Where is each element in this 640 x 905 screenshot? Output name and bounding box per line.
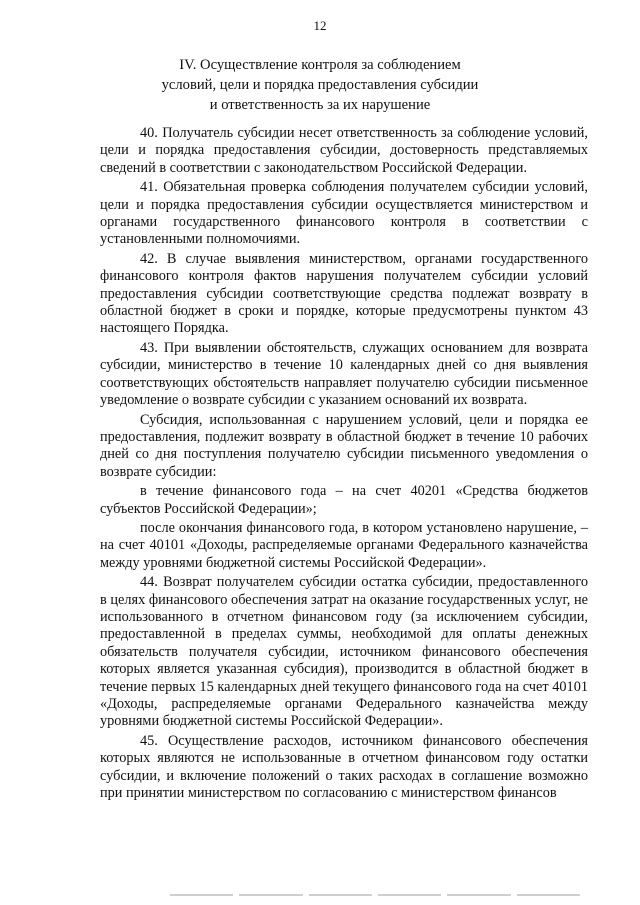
paragraph-42: 42. В случае выявления министерством, органами государственного финансового контроля фактов нарушения получателем субсидии условий предоставления субсидии соответствующие средства подлежат возврату в областной бюджет в сроки и порядке, которые предусмотрены пунктом 43 настоящего Порядка. <box>100 250 588 337</box>
paragraph-43-account-40101: после окончания финансового года, в котором установлено нарушение, – на счет 40101 «Доходы, распределяемые органами Федерального казначейства между уровнями бюджетной системы Российской Федерации». <box>100 519 588 571</box>
page-number: 12 <box>313 18 327 33</box>
paragraph-43-account-40201: в течение финансового года – на счет 40201 «Средства бюджетов субъектов Российской Федерации»; <box>100 483 588 517</box>
heading-line-2: условий, цели и порядка предоставления субсидии <box>161 77 479 93</box>
scan-artifact-strip <box>170 894 580 898</box>
heading-line-1: IV. Осуществление контроля за соблюдением <box>179 57 461 73</box>
heading-line-3: и ответственность за их нарушение <box>209 97 431 113</box>
paragraph-41: 41. Обязательная проверка соблюдения получателем субсидии условий, цели и порядка предоставления субсидии осуществляется министерством и органами государственного финансового контроля в соответствии с установленными полномочиями. <box>100 179 588 248</box>
paragraph-40: 40. Получатель субсидии несет ответственность за соблюдение условий, цели и порядка предоставления субсидии, достоверность представляемых сведений в соответствии с законодательством Российской Федерации. <box>100 125 588 176</box>
paragraph-43: 43. При выявлении обстоятельств, служащих основанием для возврата субсидии, министерство в течение 10 календарных дней со дня выявления соответствующих обстоятельств направляет получателю субсидии письменное уведомление о возврате субсидии с указанием оснований их возврата. <box>100 339 588 409</box>
paragraph-43-subsidy-return: Субсидия, использованная с нарушением условий, цели и порядка ее предоставления, подлежит возврату в областной бюджет в течение 10 рабочих дней со дня поступления получателю субсидии письменного уведомления о возврате субсидии: <box>100 411 588 480</box>
section-heading <box>0 55 640 115</box>
paragraph-45: 45. Осуществление расходов, источником финансового обеспечения которых являются не использованные в отчетном финансовом году остатки субсидии, и включение положений о таких расходах в соглашение возможно при принятии министерством по согласованию с министерством финансов <box>100 732 588 802</box>
document-body <box>100 125 588 804</box>
paragraph-44: 44. Возврат получателем субсидии остатка субсидии, предоставленного в целях финансового обеспечения затрат на оказание государственных услуг, не использованного в отчетном финансовом году (за исключением субсидии, предоставленной в пределах суммы, необходимой для оплаты денежных обязательств получателя субсидии, источником финансового обеспечения которых является указанная субсидия), производится в областной бюджет в течение первых 15 календарных дней текущего финансового года на счет 40101 «Доходы, распределяемые органами Федерального казначейства между уровнями бюджетной системы Российской Федерации». <box>100 574 588 730</box>
